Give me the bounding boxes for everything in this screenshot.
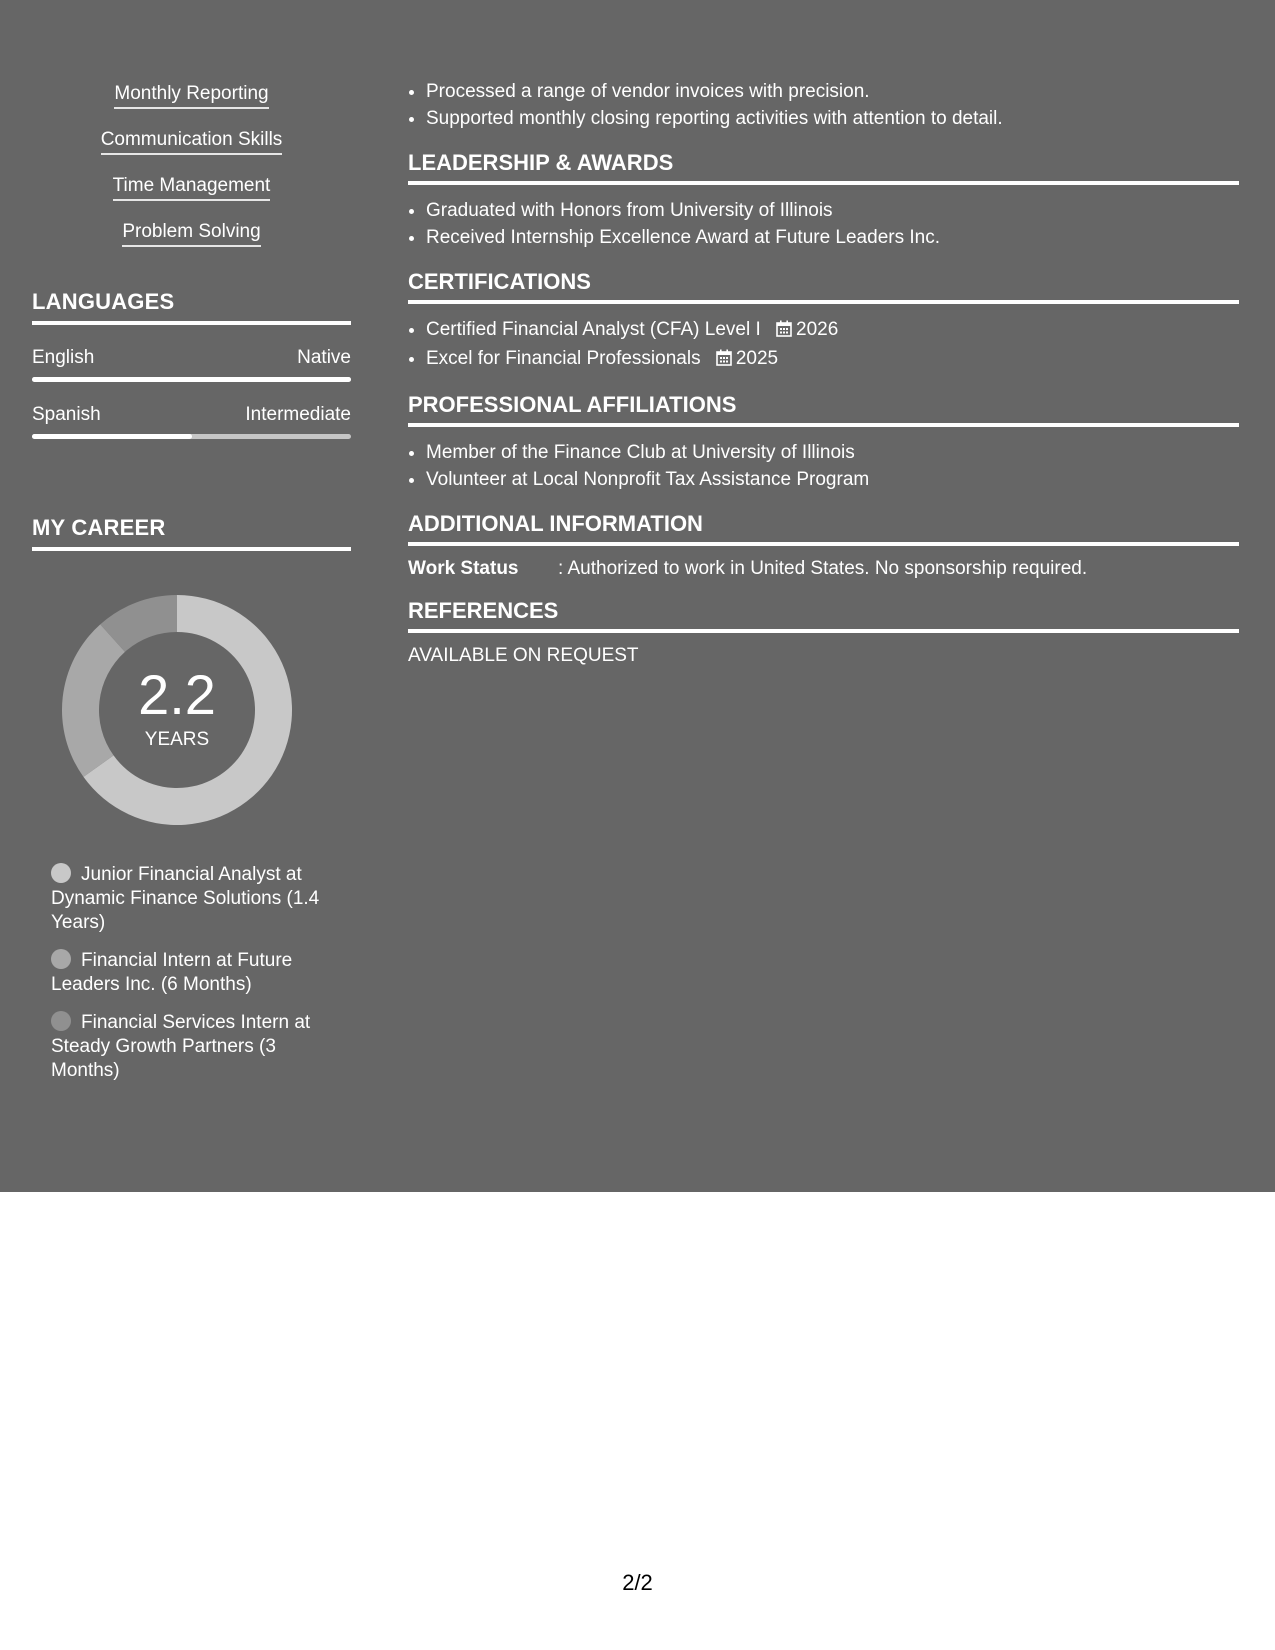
language-proficiency-fill	[32, 434, 192, 439]
language-name: English	[32, 347, 95, 368]
career-total-value: 2.2	[138, 663, 216, 726]
bullet-item: • Processed a range of vendor invoices with precision.	[426, 78, 1239, 105]
career-donut-chart	[62, 595, 292, 825]
career-legend-item	[51, 1011, 321, 1083]
affiliations-list	[408, 439, 1239, 493]
calendar-icon	[716, 347, 732, 374]
language-proficiency-fill	[32, 377, 351, 382]
references-heading: REFERENCES	[408, 598, 1239, 633]
certification-item	[426, 345, 1239, 374]
skill-item: Communication Skills	[101, 128, 283, 155]
bullet-item: • Member of the Finance Club at University of Illinois	[426, 439, 1239, 466]
language-proficiency-bar	[32, 434, 351, 439]
bullet-item: • Supported monthly closing reporting activities with attention to detail.	[426, 105, 1239, 132]
career-legend-item	[51, 949, 321, 997]
certifications-heading: CERTIFICATIONS	[408, 269, 1239, 304]
legend-dot-icon	[51, 949, 71, 969]
language-name: Spanish	[32, 404, 101, 425]
legend-dot-icon	[51, 1011, 71, 1031]
sidebar	[32, 82, 351, 1097]
language-english	[32, 347, 351, 382]
work-status-row	[408, 558, 1239, 580]
career-label: Financial Intern at Future Leaders Inc. (6 Months)	[51, 950, 293, 995]
career-total-unit: YEARS	[144, 729, 210, 750]
experience-bullets	[408, 78, 1239, 132]
career-legend	[32, 863, 321, 1083]
affiliations-heading: PROFESSIONAL AFFILIATIONS	[408, 392, 1239, 427]
languages-heading: LANGUAGES	[32, 289, 351, 325]
language-level: Intermediate	[245, 404, 351, 425]
certification-year: 2025	[735, 348, 779, 369]
career-legend-item	[51, 863, 321, 935]
main-content	[408, 78, 1239, 667]
bullet-item: • Volunteer at Local Nonprofit Tax Assistance Program	[426, 466, 1239, 493]
certification-item	[426, 316, 1239, 345]
certification-name: Certified Financial Analyst (CFA) Level I	[426, 319, 761, 340]
additional-info-heading: ADDITIONAL INFORMATION	[408, 511, 1239, 546]
leadership-list	[408, 197, 1239, 251]
skill-item: Monthly Reporting	[114, 82, 268, 109]
work-status-value: : Authorized to work in United States. No sponsorship required.	[558, 558, 1088, 579]
language-proficiency-bar	[32, 377, 351, 382]
donut-center	[62, 663, 292, 751]
skill-item: Time Management	[113, 174, 271, 201]
work-status-label: Work Status	[408, 558, 519, 579]
certification-year: 2026	[796, 319, 839, 340]
page-number: 2/2	[622, 1570, 653, 1595]
bullet-item: • Received Internship Excellence Award at Future Leaders Inc.	[426, 224, 1239, 251]
certifications-list	[408, 316, 1239, 374]
calendar-icon	[776, 318, 792, 345]
certification-name: Excel for Financial Professionals	[426, 348, 701, 369]
references-text: AVAILABLE ON REQUEST	[408, 645, 639, 666]
language-level: Native	[297, 347, 351, 368]
career-heading: MY CAREER	[32, 515, 351, 551]
bullet-item: • Graduated with Honors from University of Illinois	[426, 197, 1239, 224]
career-label: Junior Financial Analyst at Dynamic Finance Solutions (1.4 Years)	[51, 864, 320, 933]
language-spanish	[32, 404, 351, 439]
skill-item: Problem Solving	[122, 220, 260, 247]
legend-dot-icon	[51, 863, 71, 883]
leadership-heading: LEADERSHIP & AWARDS	[408, 150, 1239, 185]
skills-list	[32, 82, 351, 247]
career-label: Financial Services Intern at Steady Growth Partners (3 Months)	[51, 1012, 311, 1081]
